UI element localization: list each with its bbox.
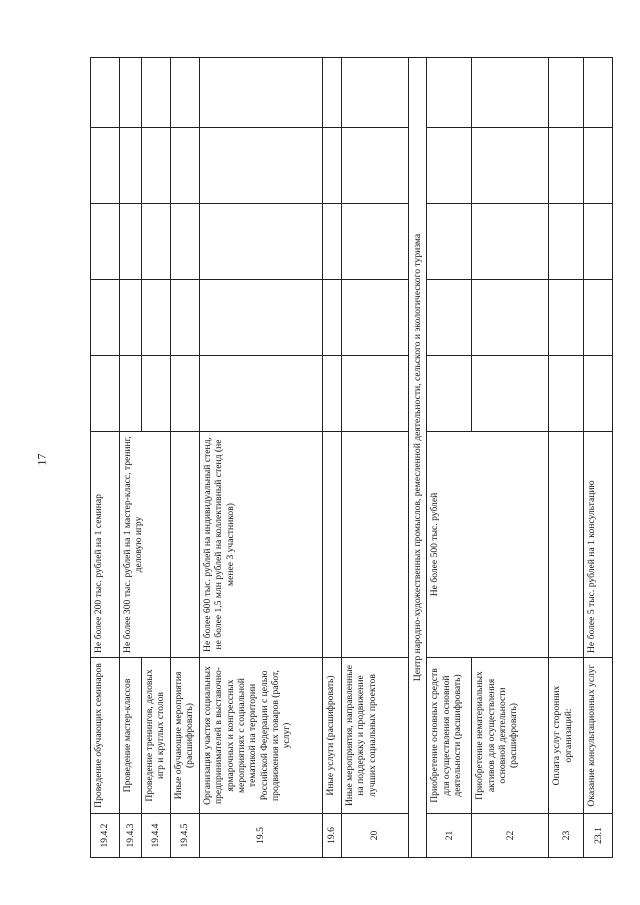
empty-cell [427,58,472,128]
empty-cell [323,280,342,356]
empty-cell [427,356,472,432]
empty-cell [472,204,549,280]
row-number: 20 [342,814,409,858]
empty-cell [120,356,142,432]
row-number: 19.4.4 [142,814,171,858]
empty-cell [142,204,171,280]
empty-cell [171,128,200,204]
row-number: 23 [549,814,584,858]
row-name: Оказание консультационных услуг [584,658,613,814]
empty-cell [120,58,142,128]
empty-cell [91,58,120,128]
empty-cell [142,58,171,128]
empty-cell [584,280,613,356]
row-number: 19.6 [323,814,342,858]
row-condition [171,432,200,658]
table-row [200,58,323,858]
table-row [171,58,200,858]
empty-cell [584,128,613,204]
row-condition: Не более 200 тыс. рублей на 1 семинар [91,432,120,658]
empty-cell [171,204,200,280]
empty-cell [171,58,200,128]
empty-cell [91,280,120,356]
empty-cell [91,128,120,204]
empty-cell [323,204,342,280]
table-row [427,58,472,858]
empty-cell [584,58,613,128]
empty-cell [584,204,613,280]
table-row [584,58,613,858]
empty-cell [472,280,549,356]
empty-cell [200,280,323,356]
row-name: Приобретение нематериальных активов для осуществления основной деятельности (расшифровать) [472,658,549,814]
row-condition: Не более 5 тыс. рублей на 1 консультацию [584,432,613,658]
empty-cell [323,58,342,128]
section-header-row [409,58,427,858]
empty-cell [142,356,171,432]
empty-cell [91,204,120,280]
empty-cell [171,356,200,432]
row-name: Приобретение основных средств для осуществления основной деятельности (расшифровать) [427,658,472,814]
empty-cell [120,128,142,204]
row-condition: Не более 500 тыс. рублей [427,432,549,658]
empty-cell [142,280,171,356]
empty-cell [472,58,549,128]
empty-cell [472,356,549,432]
row-name: Проведение тренингов, деловых игр и круглых столов [142,658,171,814]
row-name: Иные обучающие мероприятия (расшифровать) [171,658,200,814]
row-condition: Не более 300 тыс. рублей на 1 мастер-класс, тренинг, деловую игру [120,432,171,658]
row-name: Проведение обучающих семинаров [91,658,120,814]
empty-cell [549,204,584,280]
empty-cell [584,356,613,432]
empty-cell [427,204,472,280]
empty-cell [120,280,142,356]
empty-cell [472,128,549,204]
empty-cell [342,204,409,280]
table-row [323,58,342,858]
empty-cell [549,280,584,356]
row-condition [549,432,584,658]
empty-cell [342,58,409,128]
empty-cell [323,356,342,432]
row-name: Проведение мастер-классов [120,658,142,814]
empty-cell [91,356,120,432]
empty-cell [200,58,323,128]
row-number: 19.5 [200,814,323,858]
row-number: 19.4.3 [120,814,142,858]
table-row [120,58,142,858]
row-name: Оплата услуг сторонних организаций: [549,658,584,814]
row-number: 19.4.5 [171,814,200,858]
empty-cell [342,280,409,356]
row-condition [342,432,409,658]
empty-cell [171,280,200,356]
row-number: 23.1 [584,814,613,858]
empty-cell [427,280,472,356]
page-number: 17 [34,453,49,466]
table-row [549,58,584,858]
row-name: Иные мероприятия, направленные на поддержку и продвижение лучших социальных проектов [342,658,409,814]
row-number: 22 [472,814,549,858]
empty-cell [200,128,323,204]
empty-cell [549,58,584,128]
table-row [91,58,120,858]
empty-cell [342,128,409,204]
empty-cell [549,128,584,204]
row-name: Иные услуги (расшифровать) [323,658,342,814]
funding-table [90,57,613,858]
section-header: Центр народно-художественных промыслов, ремесленной деятельности, сельского и экологического туризма [409,58,427,858]
empty-cell [549,356,584,432]
empty-cell [200,356,323,432]
empty-cell [142,128,171,204]
empty-cell [342,356,409,432]
rotated-table-page [90,58,604,858]
empty-cell [427,128,472,204]
row-name: Организация участия социальных предпринимателей в выставочно-ярмарочных и конгрессных мероприятиях с социальной тематикой на территории Российской Федерации с целью продвижения их товаров (работ, услуг) [200,658,323,814]
row-number: 21 [427,814,472,858]
empty-cell [120,204,142,280]
empty-cell [200,204,323,280]
table-row [342,58,409,858]
row-condition [323,432,342,658]
empty-cell [323,128,342,204]
row-number: 19.4.2 [91,814,120,858]
row-condition: Не более 600 тыс. рублей на индивидуальный стенд, не более 1,5 млн рублей на коллективный стенд (не менее 3 участников) [200,432,323,658]
